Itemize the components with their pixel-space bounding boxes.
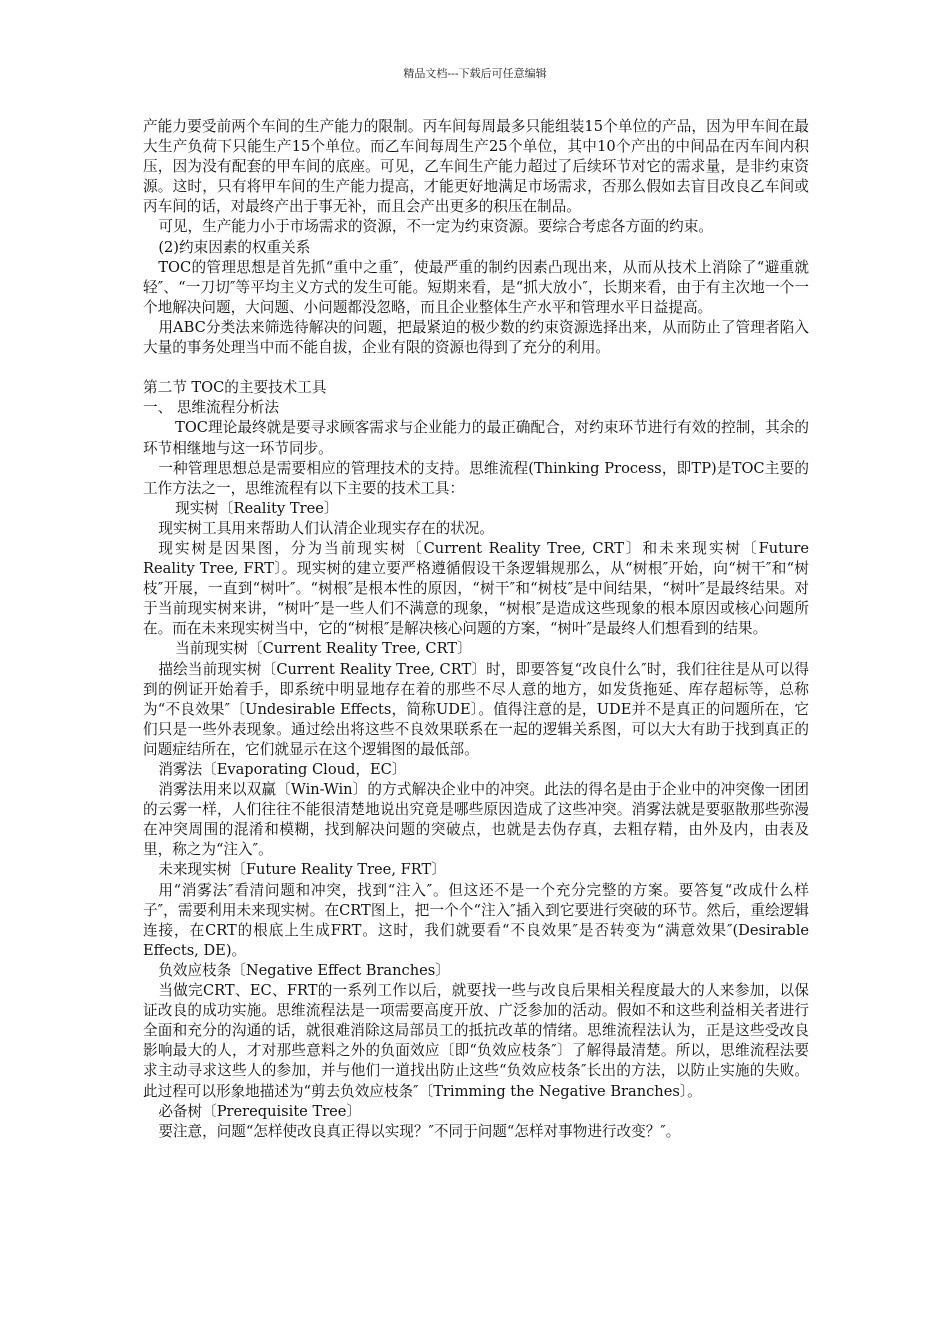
paragraph: 要注意，问题“怎样使改良真正得以实现？″不同于问题“怎样对事物进行改变？″。 [158,1122,681,1140]
paragraph: 用ABC分类法来筛选待解决的问题，把最紧迫的极少数的约束资源选择出来，从而防止了管理者陷入大量的事务处理当中而不能自拔，企业有限的资源也得到了充分的利用。 [143,318,809,357]
paragraph: 一、 思维流程分析法 [143,399,279,417]
paragraph: 描绘当前现实树〔Current Reality Tree, CRT〕时，即要答复“改良什么″时，我们往往是从可以得到的例证开始着手，即系统中明显地存在着的那些不尽人意的地方，如发货拖延、库存超标等，总称为“不良效果″〔Undesirable Effects，简称UDE〕。值得注意的是，UDE并不是真正的问题所在，它们只是一些外表现象。通过绘出将这些不良效果联系在一起的逻辑关系图，可以大大有助于找到真正的问题症结所在，它们就显示在这个逻辑图的最低部。 [143,660,809,758]
paragraph: 用“消雾法″看清问题和冲突，找到“注入″。但这还不是一个充分完整的方案。要答复“改成什么样子″，需要利用未来现实树。在CRT图上，把一个个“注入″插入到它要进行突破的环节。然后，重绘逻辑连接，在CRT的根底上生成FRT。这时，我们就要看“不良效果″是否转变为“满意效果″(Desirable Effects, DE)。 [143,881,809,959]
paragraph: 消雾法用来以双赢〔Win-Win〕的方式解决企业中的冲突。此法的得名是由于企业中的冲突像一团团的云雾一样，人们往往不能很清楚地说出究竟是哪些原因造成了这些冲突。消雾法就是要驱散那些弥漫在冲突周围的混淆和模糊，找到解决问题的突破点，也就是去伪存真，去粗存精，由外及内，由表及里，称之为“注入″。 [143,781,809,859]
paragraph: 产能力要受前两个车间的生产能力的限制。丙车间每周最多只能组装15个单位的产品，因为甲车间在最大生产负荷下只能生产15个单位。而乙车间每周生产25个单位，其中10个产出的中间品在丙车间内积压，因为没有配套的甲车间的底座。可见，乙车间生产能力超过了后续环节对它的需求量，是非约束资源。这时，只有将甲车间的生产能力提高，才能更好地满足市场需求，否那么假如去盲目改良乙车间或丙车间的话，对最终产出于事无补，而且会产出更多的积压在制品。 [143,118,809,216]
paragraph: 现实树是因果图，分为当前现实树〔Current Reality Tree, CRT〕和未来现实树〔Future Reality Tree, FRT〕。现实树的建立要严格遵循假设干条逻辑规那么，从“树根″开始，向“树干″和“树枝″开展，一直到“树叶″。“树根″是根本性的原因，“树干″和“树枝″是中间结果，“树叶″是最终结果。对于当前现实树来讲，“树叶″是一些人们不满意的现象，“树根″是造成这些现象的根本原因或核心问题所在。而在未来现实树当中，它的“树根″是解决核心问题的方案，“树叶″是最终人们想看到的结果。 [143,539,809,638]
paragraph: 负效应枝条〔Negative Effect Branches〕 [158,961,450,979]
paragraph: 当做完CRT、EC、FRT的一系列工作以后，就要找一些与改良后果相关程度最大的人来参加，以保证改良的成功实施。思维流程法是一项需要高度开放、广泛参加的活动。假如不和这些利益相关者进行全面和充分的沟通的话，就很难消除这局部员工的抵抗改革的情绪。思维流程法认为，正是这些受改良影响最大的人，才对那些意料之外的负面效应〔即“负效应枝条″〕了解得最清楚。所以，思维流程法要求主动寻求这些人的参加，并与他们一道找出防止这些“负效应枝条″长出的方法，以防止实施的失败。此过程可以形象地描述为“剪去负效应枝条″〔Trimming the Negative Branches〕。 [143,982,809,1100]
paragraph: 可见，生产能力小于市场需求的资源，不一定为约束资源。要综合考虑各方面的约束。 [158,218,713,236]
paragraph: 当前现实树〔Current Reality Tree, CRT〕 [175,640,472,658]
paragraph: TOC理论最终就是要寻求顾客需求与企业能力的最正确配合，对约束环节进行有效的控制，其余的环节相继地与这一环节同步。 [143,419,809,457]
paragraph: 现实树〔Reality Tree〕 [175,499,339,517]
document-body [143,117,809,1142]
paragraph: (2)约束因素的权重关系 [158,238,311,256]
paragraph: 现实树工具用来帮助人们认清企业现实存在的状况。 [158,519,494,537]
paragraph: 第二节 TOC的主要技术工具 [143,379,327,397]
paragraph: 必备树〔Prerequisite Tree〕 [158,1102,362,1120]
paragraph: 一种管理思想总是需要相应的管理技术的支持。思维流程(Thinking Process，即TP)是TOC主要的工作方法之一，思维流程有以下主要的技术工具： [143,459,809,497]
paragraph: 消雾法〔Evaporating Cloud，EC〕 [158,761,407,778]
page-header: 精品文档---下载后可任意编辑 [403,67,547,80]
paragraph: TOC的管理思想是首先抓“重中之重″，使最严重的制约因素凸现出来，从而从技术上消除了“避重就轻″、“一刀切″等平均主义方式的发生可能。短期来看，是“抓大放小″，长期来看，由于有主次地一个一个地解决问题，大问题、小问题都没忽略，而且企业整体生产水平和管理水平日益提高。 [143,258,809,316]
blank-line [143,358,809,378]
paragraph: 未来现实树〔Future Reality Tree, FRT〕 [158,861,446,879]
